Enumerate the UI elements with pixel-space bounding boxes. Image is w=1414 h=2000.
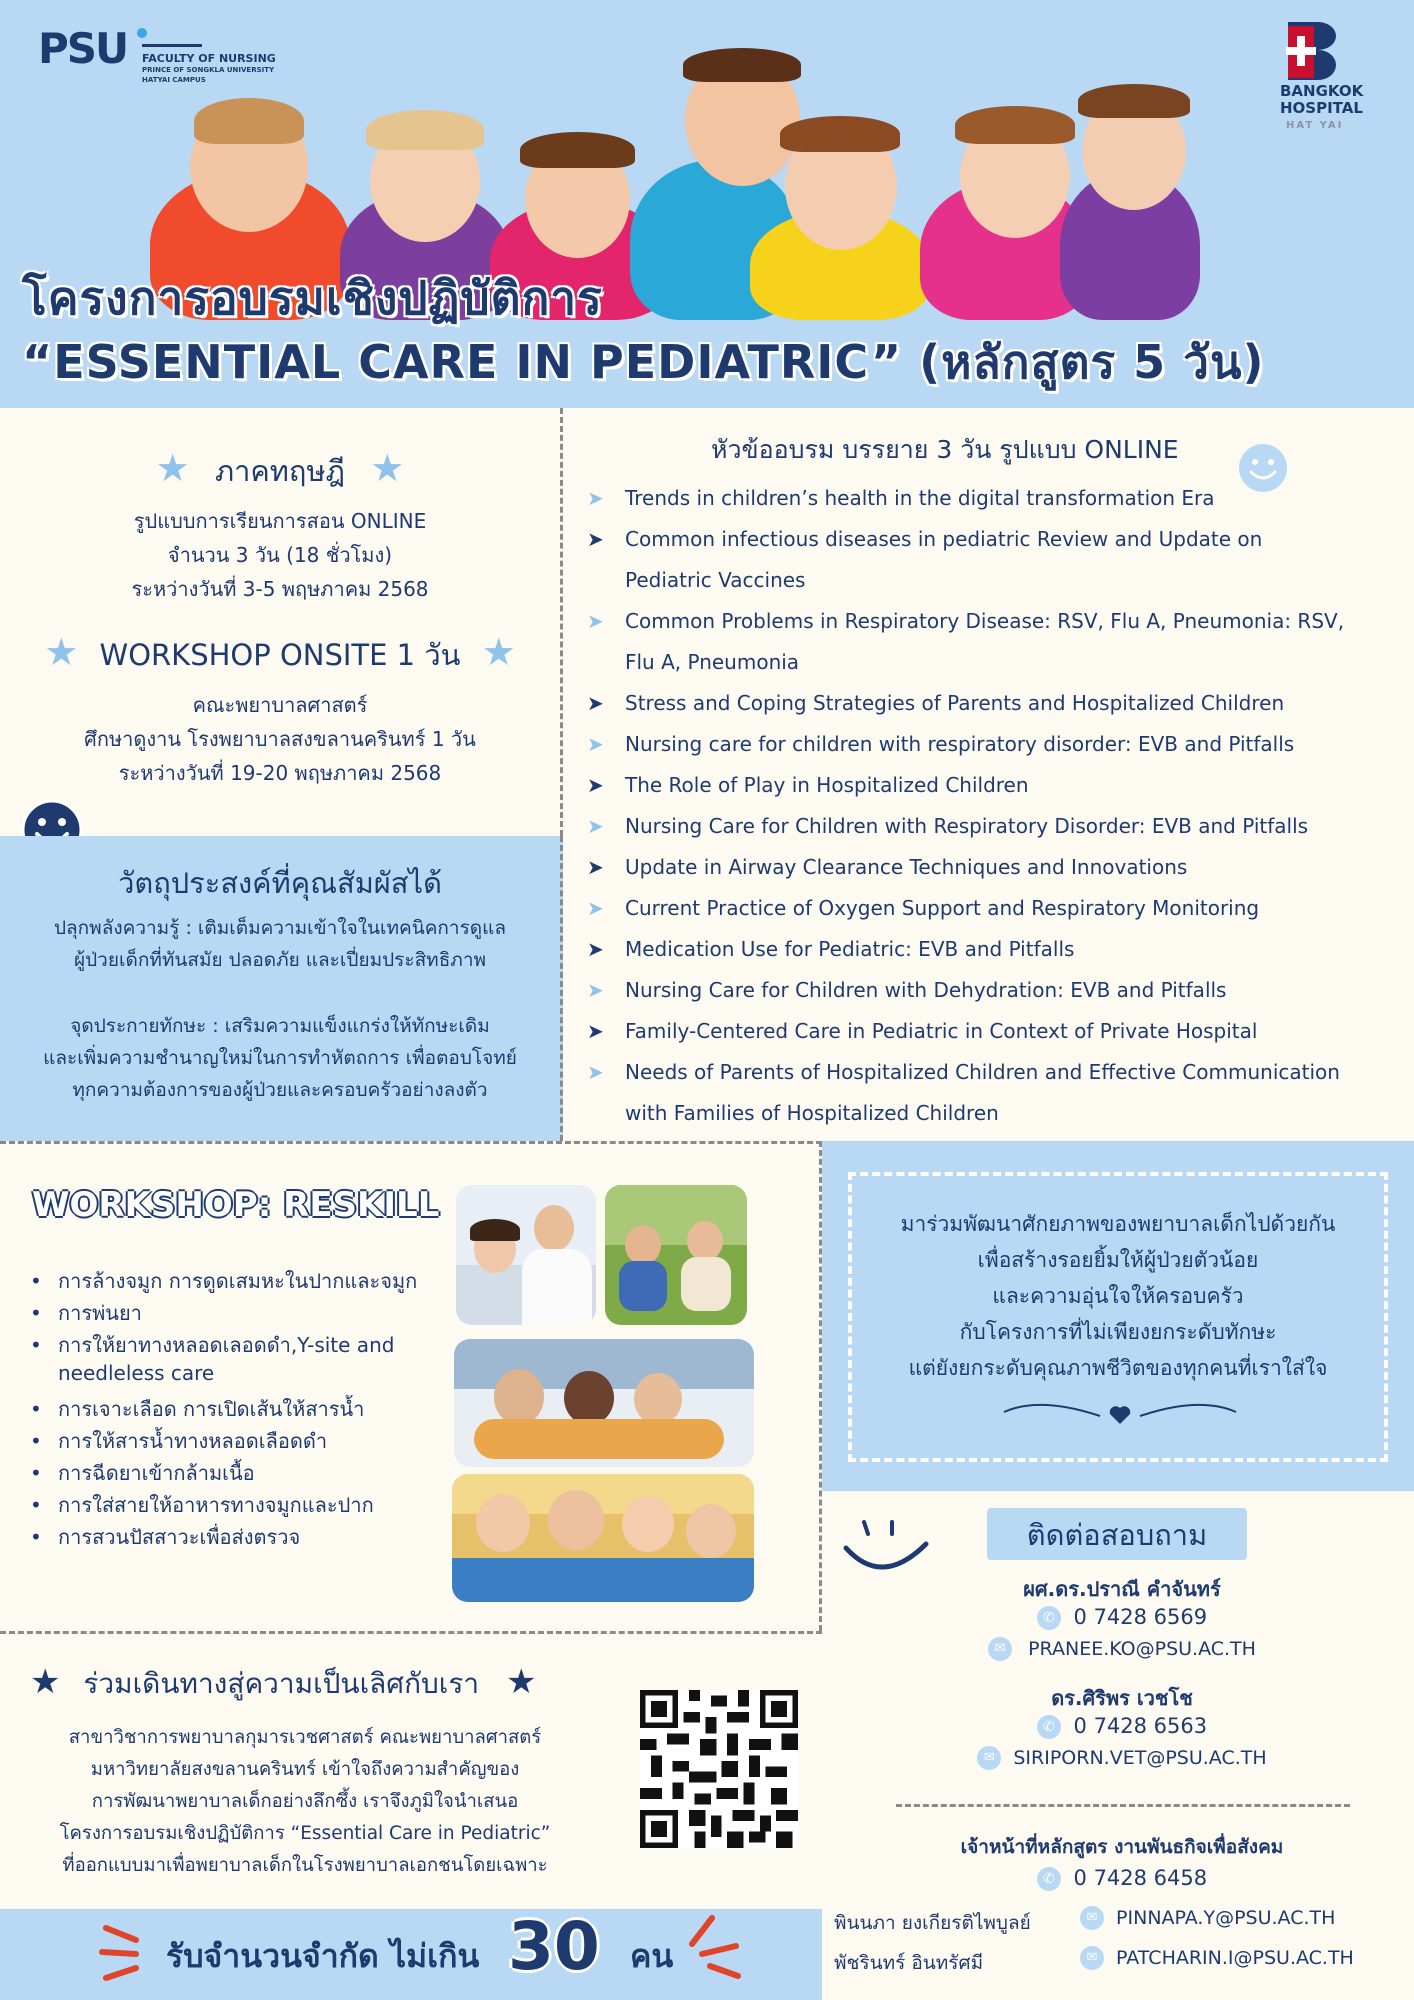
objectives-section [0, 836, 563, 1141]
reskill-heading: WORKSHOP: RESKILL [32, 1185, 440, 1225]
reskill-item [30, 1265, 417, 1297]
topic-text: Current Practice of Oxygen Support and Respiratory Monitoring [625, 896, 1260, 920]
staff-2-email[interactable]: PATCHARIN.I@PSU.AC.TH [1116, 1946, 1354, 1969]
topic-text: Nursing Care for Children with Respiratory Disorder: EVB and Pitfalls [625, 814, 1309, 838]
topic-text: Update in Airway Clearance Techniques and Innovations [625, 855, 1188, 879]
objectives-heading: วัตถุประสงค์ที่คุณสัมผัสได้ [118, 866, 442, 900]
topic-text: Nursing care for children with respiratory disorder: EVB and Pitfalls [625, 732, 1295, 756]
message-line-5: แต่ยังยกระดับคุณภาพชีวิตของทุกคนที่เราใส่ใจ [908, 1356, 1328, 1380]
reskill-item [30, 1457, 255, 1489]
mail-icon: ✉ [1080, 1906, 1104, 1930]
theory-line-2: จำนวน 3 วัน (18 ชั่วโมง) [167, 543, 393, 567]
contact-person-2-email-row [900, 1746, 1344, 1770]
topic-item [587, 560, 805, 601]
contact-person-2-phone-row [900, 1714, 1344, 1739]
topics-section [563, 408, 1414, 1141]
photo-kids-outdoor [605, 1185, 747, 1325]
join-heading: ร่วมเดินทางสู่ความเป็นเลิศกับเรา [83, 1667, 480, 1700]
objectives-p1-line-1: ปลุกพลังความรู้ : เติมเต็มความเข้าใจในเทคนิคการดูแล [53, 917, 507, 939]
workshop-onsite-line-3: ระหว่างวันที่ 19-20 พฤษภาคม 2568 [118, 761, 442, 785]
topic-text: Flu A, Pneumonia [625, 650, 800, 674]
photo-doctor-child [456, 1185, 596, 1325]
theory-heading-row [0, 446, 560, 494]
mail-icon: ✉ [977, 1746, 1001, 1770]
bullet-icon: • [30, 1269, 42, 1293]
topic-item [587, 601, 1344, 642]
contact-person-2-email[interactable]: SIRIPORN.VET@PSU.AC.TH [1013, 1746, 1267, 1769]
limit-suffix: คน [630, 1937, 674, 1975]
staff-heading: เจ้าหน้าที่หลักสูตร งานพันธกิจเพื่อสังคม [960, 1836, 1284, 1858]
contact-person-2-phone[interactable]: 0 7428 6563 [1073, 1714, 1208, 1738]
objectives-p2-line-2: และเพิ่มความชำนาญใหม่ในการทำหัตถการ เพื่อตอบโจทย์ [43, 1047, 517, 1069]
psu-faculty: FACULTY OF NURSING [142, 52, 276, 65]
bullet-icon: • [30, 1333, 42, 1357]
smile-doodle-icon [842, 1518, 932, 1578]
topic-text: Common infectious diseases in pediatric Review and Update on [625, 527, 1263, 551]
join-line-3: การพัฒนาพยาบาลเด็กอย่างลึกซึ้ง เราจึงภูมิใจนำเสนอ [91, 1791, 519, 1812]
bangkok-hospital-logo [1278, 22, 1398, 142]
hospital-name-1: BANGKOK [1280, 82, 1364, 100]
topic-item [587, 847, 1187, 888]
star-icon: ★ [481, 630, 516, 674]
objectives-p2-line-3: ทุกความต้องการของผู้ป่วยและครอบครัวอย่างลงตัว [72, 1079, 488, 1101]
psu-logo-mark: PSU [38, 24, 128, 73]
reskill-item [30, 1393, 364, 1425]
mail-icon: ✉ [1080, 1946, 1104, 1970]
topic-text: Needs of Parents of Hospitalized Children and Effective Communication [625, 1060, 1340, 1084]
contact-person-1-phone[interactable]: 0 7428 6569 [1073, 1605, 1208, 1629]
mail-icon: ✉ [988, 1637, 1012, 1661]
staff-phone-row [900, 1866, 1344, 1891]
topic-item [587, 642, 799, 683]
workshop-onsite-heading: WORKSHOP ONSITE 1 วัน [99, 638, 461, 672]
topic-item [587, 1093, 999, 1134]
hospital-location: HAT YAI [1286, 120, 1344, 131]
arrow-right-icon: ➤ [587, 691, 604, 715]
arrow-right-icon: ➤ [587, 937, 604, 961]
topic-text: with Families of Hospitalized Children [625, 1101, 999, 1125]
staff-1-email[interactable]: PINNAPA.Y@PSU.AC.TH [1116, 1906, 1336, 1929]
topic-text: Trends in children’s health in the digital transformation Era [625, 486, 1215, 510]
reskill-item [30, 1425, 327, 1457]
bullet-icon: • [30, 1493, 42, 1517]
star-icon: ★ [44, 630, 79, 674]
star-icon: ★ [30, 1662, 61, 1702]
reskill-item [30, 1489, 374, 1521]
arrow-right-icon: ➤ [587, 1060, 604, 1084]
arrow-right-icon: ➤ [587, 814, 604, 838]
reskill-text: การใส่สายให้อาหารทางจมูกและปาก [58, 1493, 374, 1517]
message-line-3: และความอุ่นใจให้ครอบครัว [992, 1284, 1244, 1308]
bullet-icon: • [30, 1301, 42, 1325]
join-line-1: สาขาวิชาการพยาบาลกุมารเวชศาสตร์ คณะพยาบาลศาสตร์ [68, 1727, 542, 1748]
hero-banner [0, 0, 1414, 408]
staff-1-name: พินนภา ยงเกียรติไพบูลย์ [834, 1912, 1031, 1934]
join-line-5: ที่ออกแบบมาเพื่อพยาบาลเด็กในโรงพยาบาลเอกชนโดยเฉพาะ [62, 1855, 548, 1876]
psu-campus: HATYAI CAMPUS [142, 76, 206, 84]
topic-text: Pediatric Vaccines [625, 568, 806, 592]
join-line-4: โครงการอบรมเชิงปฏิบัติการ “Essential Care in Pediatric” [59, 1823, 551, 1844]
workshop-onsite-heading-row [0, 630, 560, 678]
topic-item [587, 888, 1259, 929]
staff-2-name: พัชรินทร์ อินทรัศมี [834, 1952, 984, 1974]
staff-phone[interactable]: 0 7428 6458 [1073, 1866, 1208, 1890]
heart-divider-icon [1000, 1396, 1240, 1432]
arrow-right-icon: ➤ [587, 855, 604, 879]
reskill-text: การล้างจมูก การดูดเสมหะในปากและจมูก [58, 1269, 418, 1293]
contact-person-2-name: ดร.ศิริพร เวชโช [1051, 1686, 1193, 1710]
contact-divider [896, 1804, 1350, 1807]
topic-item [587, 929, 1074, 970]
arrow-right-icon: ➤ [587, 609, 604, 633]
burst-right-icon [684, 1910, 748, 1980]
topic-item [587, 806, 1308, 847]
theory-section [0, 408, 563, 836]
reskill-text: needleless care [58, 1361, 215, 1385]
arrow-right-icon: ➤ [587, 1019, 604, 1043]
star-icon: ★ [370, 446, 405, 490]
reskill-item [30, 1521, 300, 1553]
reskill-text: การพ่นยา [58, 1301, 142, 1325]
objectives-p1-line-2: ผู้ป่วยเด็กที่ทันสมัย ปลอดภัย และเปี่ยมประสิทธิภาพ [73, 949, 487, 971]
topic-text: The Role of Play in Hospitalized Children [625, 773, 1029, 797]
arrow-right-icon: ➤ [587, 896, 604, 920]
phone-icon: ✆ [1037, 1867, 1061, 1891]
bullet-icon: • [30, 1525, 42, 1549]
bullet-icon: • [30, 1397, 42, 1421]
hospital-name-2: HOSPITAL [1280, 99, 1363, 117]
burst-left-icon [96, 1918, 146, 1988]
topic-item [587, 724, 1294, 765]
reskill-text: การเจาะเลือด การเปิดเส้นให้สารน้ำ [58, 1397, 365, 1421]
reskill-item [30, 1329, 394, 1361]
arrow-right-icon: ➤ [587, 732, 604, 756]
topic-text: Stress and Coping Strategies of Parents and Hospitalized Children [625, 691, 1285, 715]
workshop-onsite-line-2: ศึกษาดูงาน โรงพยาบาลสงขลานครินทร์ 1 วัน [84, 727, 476, 751]
topic-item [587, 970, 1226, 1011]
arrow-right-icon: ➤ [587, 486, 604, 510]
topic-item [587, 1011, 1257, 1052]
topic-item [587, 478, 1215, 519]
contact-person-1-email[interactable]: PRANEE.KO@PSU.AC.TH [1028, 1637, 1256, 1660]
reskill-item [30, 1297, 142, 1329]
contact-heading: ติดต่อสอบถาม [1026, 1518, 1208, 1552]
title-line-2: “ESSENTIAL CARE IN PEDIATRIC” (หลักสูตร 5 วัน) [22, 335, 1265, 389]
star-icon: ★ [155, 446, 190, 490]
phone-icon: ✆ [1037, 1715, 1061, 1739]
arrow-right-icon: ➤ [587, 978, 604, 1002]
reskill-text: การสวนปัสสาวะเพื่อส่งตรวจ [58, 1525, 301, 1549]
arrow-right-icon: ➤ [587, 527, 604, 551]
phone-icon: ✆ [1037, 1606, 1061, 1630]
theory-line-3: ระหว่างวันที่ 3-5 พฤษภาคม 2568 [131, 577, 429, 601]
bullet-icon: • [30, 1461, 42, 1485]
topic-item [587, 765, 1029, 806]
staff-1-email-row [1080, 1906, 1335, 1930]
limit-prefix: รับจำนวนจำกัด ไม่เกิน [166, 1937, 480, 1975]
title-line-1: โครงการอบรมเชิงปฏิบัติการ [22, 271, 603, 325]
bullet-icon: • [30, 1429, 42, 1453]
photo-kids-reading [454, 1339, 754, 1467]
arrow-right-icon: ➤ [587, 773, 604, 797]
workshop-onsite-line-1: คณะพยาบาลศาสตร์ [192, 693, 368, 717]
smiley-icon [1237, 442, 1289, 494]
qr-code-icon[interactable] [640, 1690, 798, 1848]
join-line-2: มหาวิทยาลัยสงขลานครินทร์ เข้าใจถึงความสำคัญของ [90, 1759, 520, 1780]
reskill-item [30, 1361, 214, 1385]
topic-text: Family-Centered Care in Pediatric in Context of Private Hospital [625, 1019, 1258, 1043]
message-line-2: เพื่อสร้างรอยยิ้มให้ผู้ป่วยตัวน้อย [977, 1248, 1259, 1272]
reskill-text: การฉีดยาเข้ากล้ามเนื้อ [58, 1461, 255, 1485]
reskill-text: การให้ยาทางหลอดเลอดดำ,Y-site and [58, 1333, 395, 1357]
reskill-text: การให้สารน้ำทางหลอดเลือดดำ [58, 1429, 328, 1453]
psu-university: PRINCE OF SONGKLA UNIVERSITY [142, 66, 275, 74]
limit-number: 30 [508, 1908, 600, 1985]
topic-text: Medication Use for Pediatric: EVB and Pitfalls [625, 937, 1075, 961]
topic-item [587, 519, 1262, 560]
theory-heading: ภาคทฤษฎี [214, 454, 346, 488]
topic-text: Common Problems in Respiratory Disease: RSV, Flu A, Pneumonia: RSV, [625, 609, 1345, 633]
psu-logo-dot [137, 28, 147, 38]
message-line-1: มาร่วมพัฒนาศักยภาพของพยาบาลเด็กไปด้วยกัน [900, 1212, 1336, 1236]
photo-kids-tablet [452, 1474, 754, 1602]
theory-line-1: รูปแบบการเรียนการสอน ONLINE [133, 509, 427, 533]
topics-heading: หัวข้ออบรม บรรยาย 3 วัน รูปแบบ ONLINE [711, 435, 1179, 464]
hospital-cross-icon [1284, 22, 1342, 80]
staff-2-email-row [1080, 1946, 1354, 1970]
topic-text: Nursing Care for Children with Dehydration: EVB and Pitfalls [625, 978, 1227, 1002]
contact-person-1-phone-row [900, 1605, 1344, 1630]
join-heading-row [30, 1662, 537, 1706]
contact-person-1-name: ผศ.ดร.ปราณี คำจันทร์ [1023, 1577, 1221, 1601]
objectives-p2-line-1: จุดประกายทักษะ : เสริมความแข็งแกร่งให้ทักษะเดิม [70, 1015, 490, 1037]
message-line-4: กับโครงการที่ไม่เพียงยกระดับทักษะ [959, 1320, 1277, 1344]
topic-item [587, 683, 1284, 724]
contact-person-1-email-row [900, 1637, 1344, 1661]
topic-item [587, 1052, 1340, 1093]
star-icon: ★ [506, 1662, 537, 1702]
